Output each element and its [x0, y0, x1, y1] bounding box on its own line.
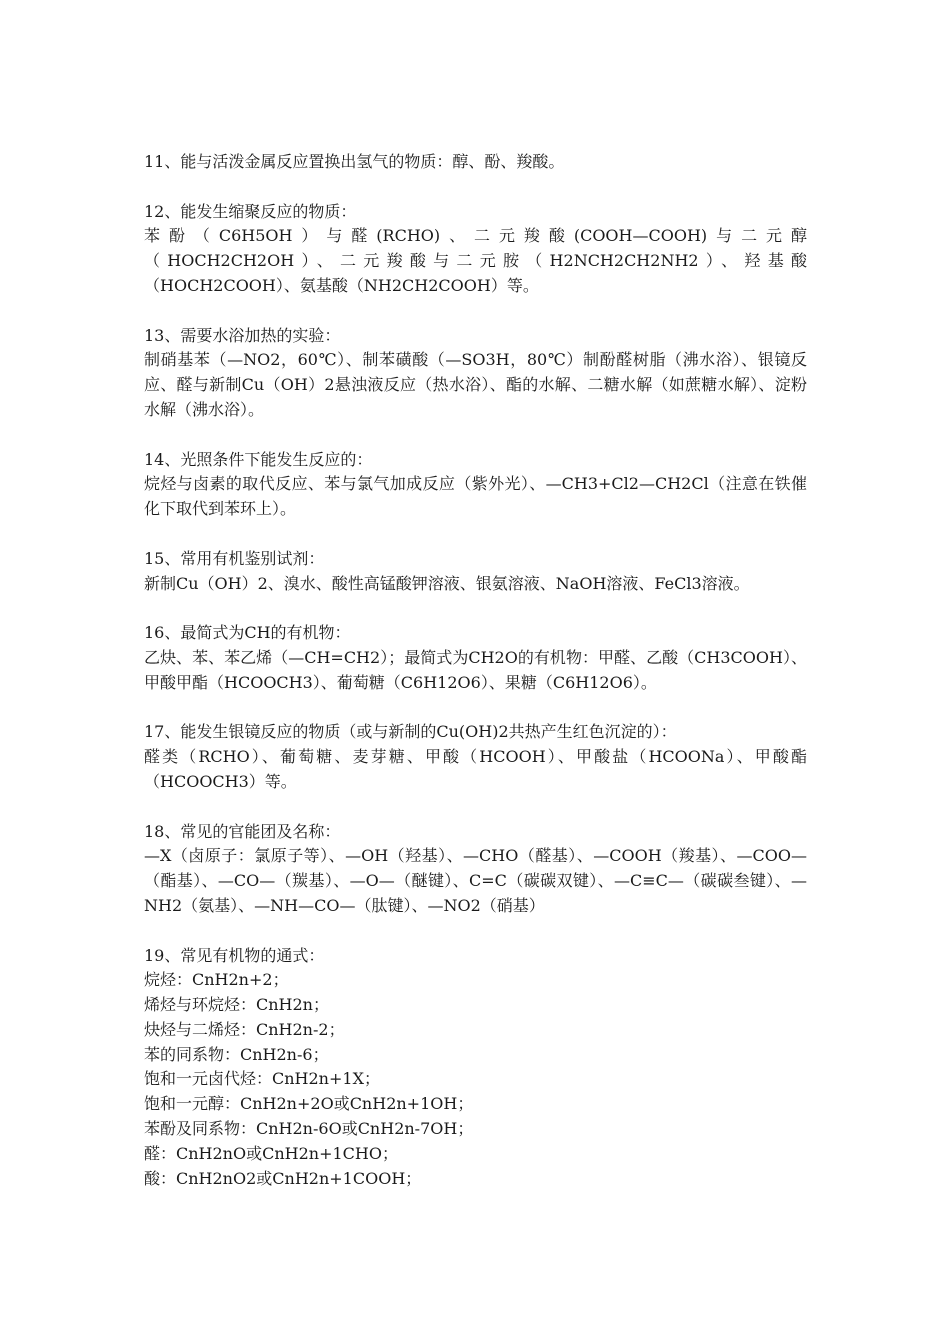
formula-line: 烷烃：CnH2n+2； [144, 970, 289, 990]
formula-line: 苯的同系物：CnH2n-6； [144, 1044, 329, 1064]
formula-line: 烯烃与环烷烃：CnH2n； [144, 995, 329, 1015]
section-13 [144, 324, 807, 423]
section-heading: 19、常见有机物的通式： [144, 945, 325, 965]
section-18 [144, 820, 807, 919]
formula-line: 酸：CnH2nO2或CnH2n+1COOH； [144, 1168, 422, 1188]
section-heading: 11、能与活泼金属反应置换出氢气的物质：醇、酚、羧酸。 [144, 152, 565, 171]
section-heading: 17、能发生银镜反应的物质（或与新制的Cu(OH)2共热产生红色沉淀的）： [144, 722, 677, 742]
section-17 [144, 720, 807, 794]
section-body: 醛类（RCHO）、葡萄糖、麦芽糖、甲酸（HCOOH）、甲酸盐（HCOONa）、甲酸酯（HCOOCH3）等。 [144, 747, 807, 791]
section-14 [144, 448, 807, 522]
section-heading: 12、能发生缩聚反应的物质： [144, 201, 357, 221]
section-heading: 16、最简式为CH的有机物： [144, 623, 351, 643]
section-12 [144, 200, 807, 299]
section-heading: 18、常见的官能团及名称： [144, 821, 341, 841]
section-heading: 15、常用有机鉴别试剂： [144, 548, 325, 568]
formula-line: 炔烃与二烯烃：CnH2n-2； [144, 1019, 345, 1039]
formula-line: 饱和一元醇：CnH2n+2O或CnH2n+1OH； [144, 1094, 474, 1114]
formula-line: 苯酚及同系物：CnH2n-6O或CnH2n-7OH； [144, 1119, 474, 1139]
formula-line: 醛：CnH2nO或CnH2n+1CHO； [144, 1143, 398, 1163]
formula-line: 饱和一元卤代烃：CnH2n+1X； [144, 1069, 380, 1089]
section-body: 烷烃与卤素的取代反应、苯与氯气加成反应（紫外光）、—CH3+Cl2—CH2Cl（注意在铁催化下取代到苯环上）。 [144, 474, 807, 519]
section-body: —X（卤原子：氯原子等）、—OH（羟基）、—CHO（醛基）、—COOH（羧基）、—COO—（酯基）、—CO—（羰基）、—O—（醚键）、C=C（碳碳双键）、—C≡C—（碳碳叁键）、—NH2（氨基）、—NH—CO—（肽键）、—NO2（硝基） [144, 846, 807, 915]
section-16 [144, 621, 807, 695]
document-page [144, 150, 807, 1216]
section-15 [144, 547, 807, 597]
section-heading: 13、需要水浴加热的实验： [144, 325, 341, 345]
section-19 [144, 944, 807, 1192]
section-11 [144, 150, 807, 175]
section-body: 乙炔、苯、苯乙烯（—CH=CH2）；最简式为CH2O的有机物：甲醛、乙酸（CH3COOH）、甲酸甲酯（HCOOCH3）、葡萄糖（C6H12O6）、果糖（C6H12O6）。 [144, 647, 807, 692]
section-heading: 14、光照条件下能发生反应的： [144, 449, 373, 469]
section-body: 苯酚（C6H5OH）与醛(RCHO)、二元羧酸(COOH—COOH)与二元醇（HOCH2CH2OH）、二元羧酸与二元胺（H2NCH2CH2NH2）、羟基酸（HOCH2COOH）、氨基酸（NH2CH2COOH）等。 [144, 226, 807, 295]
section-body: 新制Cu（OH）2、溴水、酸性高锰酸钾溶液、银氨溶液、NaOH溶液、FeCl3溶液。 [144, 573, 750, 593]
section-body: 制硝基苯（—NO2，60℃）、制苯磺酸（—SO3H，80℃）制酚醛树脂（沸水浴）、银镜反应、醛与新制Cu（OH）2悬浊液反应（热水浴）、酯的水解、二糖水解（如蔗糖水解）、淀粉水解（沸水浴）。 [144, 350, 807, 419]
